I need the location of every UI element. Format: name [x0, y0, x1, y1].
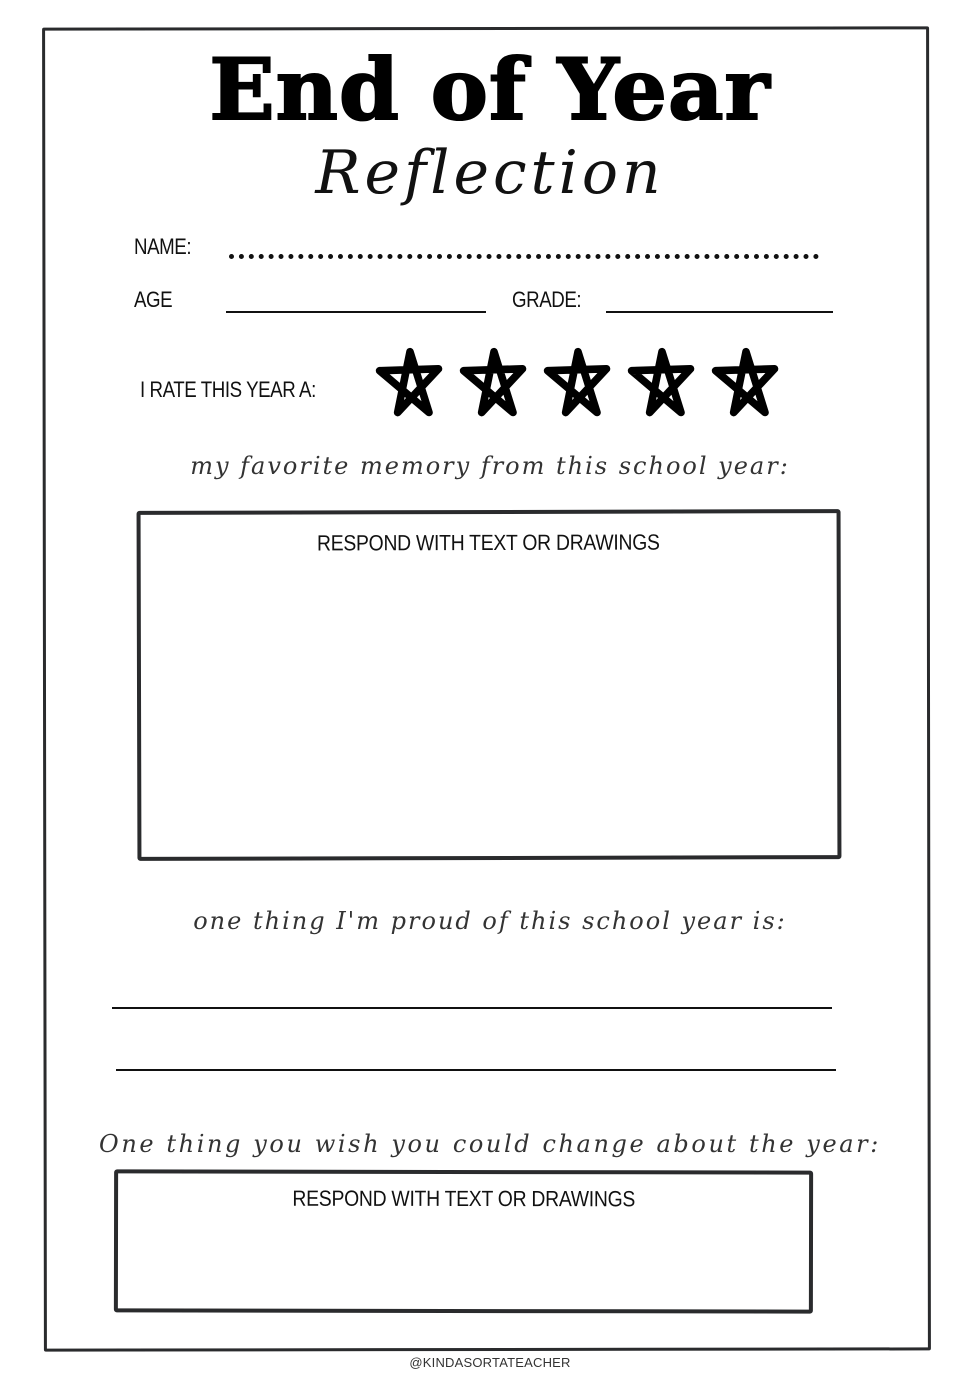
hand-drawn-star-icon[interactable]	[540, 346, 616, 422]
hand-drawn-star-icon[interactable]	[456, 346, 532, 422]
hand-drawn-star-icon[interactable]	[708, 346, 784, 422]
response-box-hint: RESPOND WITH TEXT OR DRAWINGS	[292, 1185, 635, 1212]
grade-label: GRADE:	[512, 287, 582, 312]
age-field[interactable]	[226, 311, 486, 313]
proud-of-answer-line-1[interactable]	[112, 1007, 832, 1009]
response-box-hint: RESPOND WITH TEXT OR DRAWINGS	[317, 529, 660, 556]
hand-drawn-star-icon[interactable]	[624, 346, 700, 422]
proud-of-prompt: one thing I'm proud of this school year is:	[193, 907, 787, 935]
rating-label: I RATE THIS YEAR A:	[140, 377, 316, 402]
worksheet-title: End of Year	[209, 40, 771, 139]
favorite-memory-prompt: my favorite memory from this school year:	[190, 452, 790, 480]
grade-field[interactable]	[606, 311, 833, 313]
name-label: NAME:	[134, 234, 192, 259]
wish-change-prompt: One thing you wish you could change about the year:	[99, 1130, 881, 1158]
author-credit: @KINDASORTATEACHER	[409, 1355, 571, 1370]
name-field[interactable]	[229, 254, 819, 259]
favorite-memory-response-box[interactable]	[137, 509, 842, 861]
proud-of-answer-line-2[interactable]	[116, 1069, 836, 1071]
hand-drawn-star-icon[interactable]	[372, 346, 448, 422]
worksheet-subtitle: Reflection	[315, 138, 665, 208]
age-label: AGE	[134, 287, 173, 312]
wish-change-response-box[interactable]	[114, 1169, 813, 1313]
star-rating[interactable]	[372, 346, 784, 422]
